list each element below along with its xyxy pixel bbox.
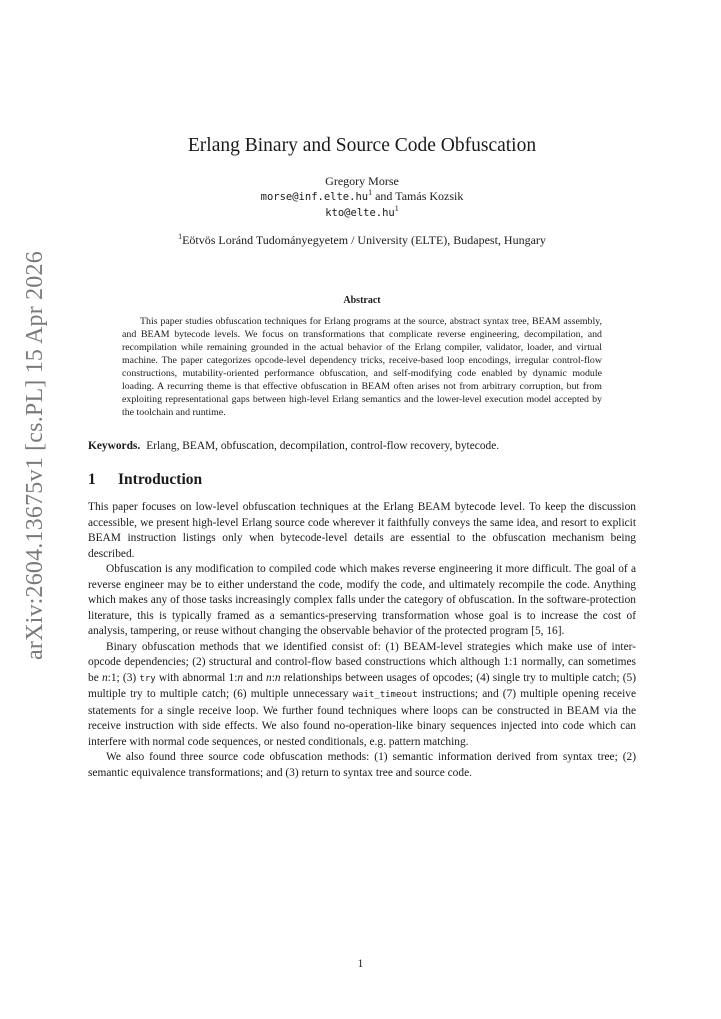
section-number: 1 xyxy=(88,471,96,488)
paper-title: Erlang Binary and Source Code Obfuscation xyxy=(187,135,537,156)
p3-math-n2: n xyxy=(237,671,244,684)
keywords xyxy=(88,439,636,454)
paragraph-3 xyxy=(88,640,636,751)
section-title: Introduction xyxy=(118,471,203,488)
abstract-text: This paper studies obfuscation techniques for Erlang programs at the source, abstract syntax tree, BEAM assembly, and BEAM bytecode levels. We focus on transformations that complicate reverse engineering, decompilation, and recompilation while remaining grounded in the actual behavior of the Erlang compiler, validator, loader, and virtual machine. The paper categorizes opcode-level dependency tricks, receive-based loop encodings, irregular control-flow constructions, mutability-oriented performance obfuscation, and self-modifying code enabled by dynamic module loading. A recurring theme is that effective obfuscation in BEAM often arises not from arbitrary corruption, but from exploiting representational gaps between high-level Erlang semantics and the lower-level execution model accepted by the toolchain and runtime. xyxy=(122,316,602,418)
p3-segment-d: and xyxy=(243,671,266,684)
author-line-2 xyxy=(88,189,636,205)
p3-segment-e: : xyxy=(271,671,275,684)
author-block xyxy=(88,174,636,221)
author-2-affiliation-mark: 1 xyxy=(394,204,399,213)
p3-segment-c: with abnormal 1: xyxy=(155,671,238,684)
paper-page xyxy=(88,134,636,781)
page-number: 1 xyxy=(357,958,364,970)
affiliation xyxy=(88,233,636,248)
author-conjunction: and xyxy=(375,189,393,203)
paragraph-2: Obfuscation is any modification to compiled code which makes reverse engineering it more difficult. The goal of a reverse engineer may be to either understand the code, modify the code, and ultimately recompile the code. Anything which makes any of those tasks increasingly complex falls under the category of obfuscation. In the software-protection literature, this is typically framed as a semantics-preserving transformation whose goal is to increase the cost of analysis, tampering, or reuse without changing the observable behavior of the protected program [5, 16]. xyxy=(88,563,636,637)
author-2-name: Tamás Kozsik xyxy=(395,189,464,203)
p3-segment-b: :1; (3) xyxy=(107,671,140,684)
p3-code-try: try xyxy=(139,673,156,684)
keywords-text: Erlang, BEAM, obfuscation, decompilation, control-flow recovery, bytecode. xyxy=(146,440,500,452)
p3-segment-f: relationships between usages of opcodes; (4) single try to multiple catch; (5) multiple try to multiple catch; (6) multiple unnecessary xyxy=(88,671,636,700)
arxiv-identifier-stamp: arXiv:2604.13675v1 [cs.PL] 15 Apr 2026 xyxy=(22,251,48,660)
paragraph-4: We also found three source code obfuscation methods: (1) semantic information derived from syntax tree; (2) semantic equivalence transformations; and (3) return to syntax tree and source code. xyxy=(88,751,636,779)
affiliation-mark: 1 xyxy=(178,232,183,241)
paragraph-1: This paper focuses on low-level obfuscation techniques at the Erlang BEAM bytecode level. To keep the discussion accessible, we present high-level Erlang source code wherever it faithfully conveys the same idea, and resort to explicit BEAM instruction listings only when bytecode-level details are essential to the obfuscation mechanism being described. xyxy=(88,501,636,560)
p3-math-n4: n xyxy=(274,671,281,684)
affiliation-text: Eötvös Loránd Tudományegyetem / University (ELTE), Budapest, Hungary xyxy=(182,233,546,247)
p3-segment-a: Binary obfuscation methods that we identified consist of: (1) BEAM-level strategies which make use of inter-opcode dependencies; (2) structural and control-flow based constructions which although 1:1 normally, can sometimes be xyxy=(88,640,636,684)
section-heading xyxy=(88,470,636,490)
abstract-section xyxy=(122,294,602,419)
p3-code-wait-timeout: wait_timeout xyxy=(352,690,418,700)
author-1-email[interactable]: morse@inf.elte.hu xyxy=(260,191,369,203)
author-2-email[interactable]: kto@elte.hu xyxy=(325,207,395,219)
abstract-heading: Abstract xyxy=(343,295,381,306)
p3-math-n3: n xyxy=(265,671,272,684)
author-line-3 xyxy=(88,205,636,221)
author-1-affiliation-mark: 1 xyxy=(368,188,373,197)
p3-math-n1: n xyxy=(101,671,108,684)
p3-segment-g: instructions; and (7) multiple opening receive statements for a single receive loop. We further found techniques where loops can be constructed in BEAM via the receive instruction with side effects. We also found no-operation-like binary sequences injected into code which can interfere with normal code sequences, or nested conditionals, e.g. pattern matching. xyxy=(88,688,637,748)
keywords-label: Keywords. xyxy=(88,440,141,452)
author-1-name: Gregory Morse xyxy=(325,174,399,188)
